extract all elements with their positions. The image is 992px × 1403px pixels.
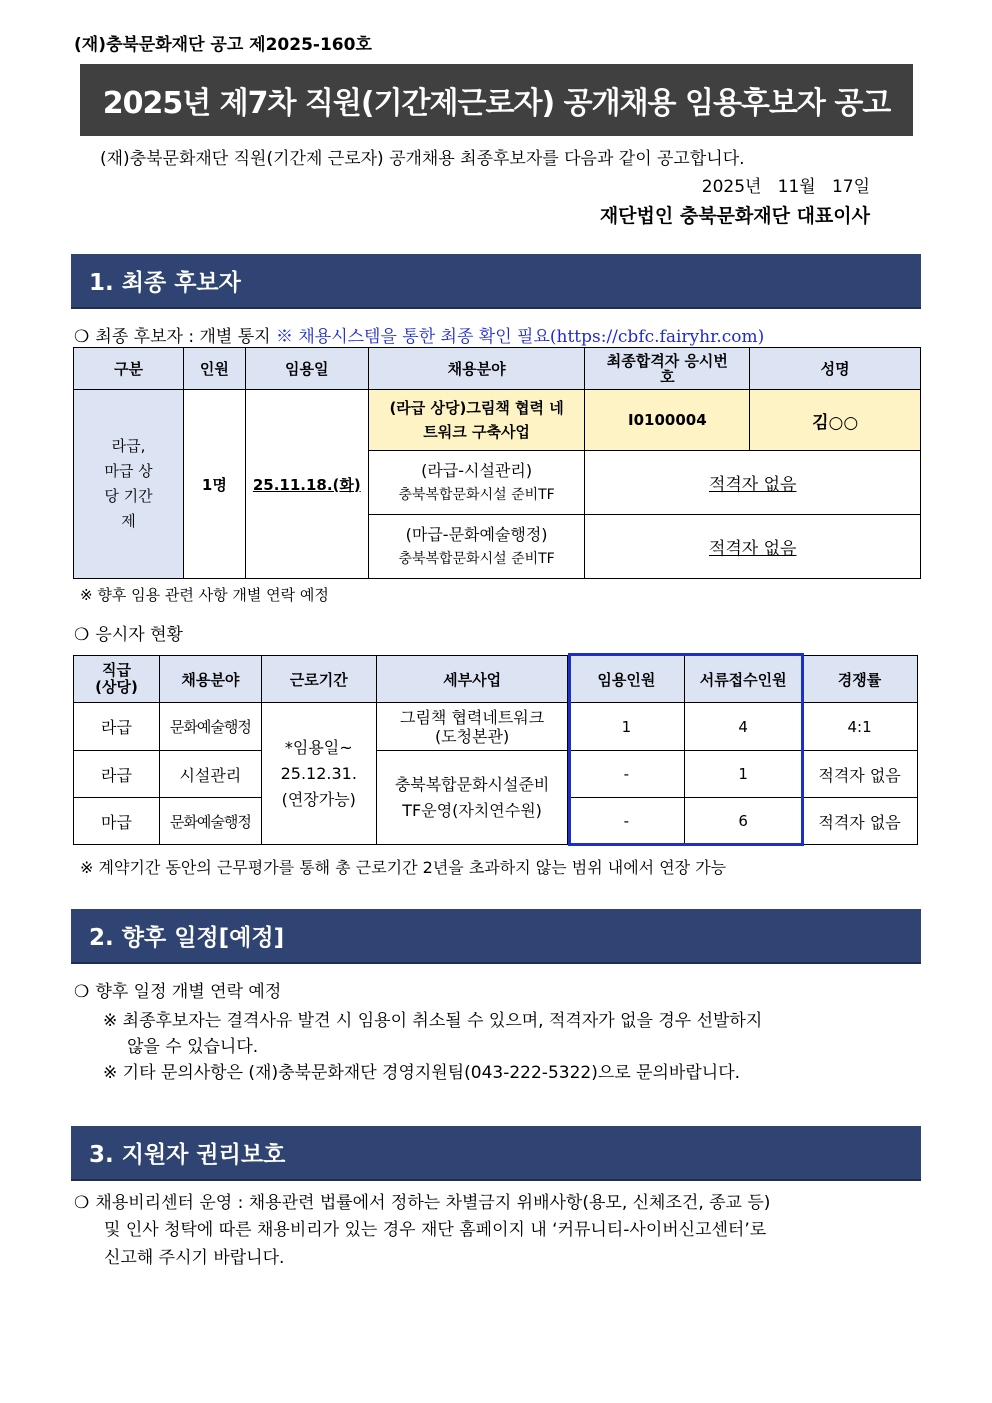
note-cancellation: ※ 최종후보자는 결격사유 발견 시 임용이 취소될 수 있으며, 적격자가 없을 경우 선발하지 xyxy=(103,1011,763,1031)
col-field: 채용분야 xyxy=(159,656,261,703)
start-date-cell: 25.11.18.(화) xyxy=(245,390,368,579)
ratio-cell: 적격자 없음 xyxy=(802,798,918,845)
rights-line-2: 및 인사 청탁에 따른 채용비리가 있는 경우 재단 홈페이지 내 ‘커뮤니티-사이버신고센터’로 xyxy=(104,1220,767,1240)
result-cell: 적격자 없음 xyxy=(585,451,921,515)
applicants-cell: 1 xyxy=(685,751,802,798)
field-cell: 시설관리 xyxy=(159,751,261,798)
hires-cell: 1 xyxy=(568,703,685,751)
section2-notes xyxy=(103,1008,921,1086)
col-hires: 임용인원 xyxy=(568,656,685,703)
rights-line-1: ❍ 채용비리센터 운영 : 채용관련 법률에서 정하는 차별금지 위배사항(용모, 신체조건, 종교 등) xyxy=(74,1190,924,1216)
project-cell: 충북복합문화시설준비 TF운영(자치연수원) xyxy=(376,751,568,845)
exam-no-cell: I0100004 xyxy=(585,390,750,451)
bullet-circle-icon: ❍ xyxy=(74,625,90,645)
page-title: 2025년 제7차 직원(기간제근로자) 공개채용 임용후보자 공고 xyxy=(80,64,913,136)
bullet-text: 향후 일정 개별 연락 예정 xyxy=(95,982,282,1002)
col-category: 구분 xyxy=(74,348,184,390)
count-cell: 1명 xyxy=(183,390,245,579)
grade-cell: 마급 xyxy=(74,798,160,845)
section3-body xyxy=(74,1190,924,1272)
col-project: 세부사업 xyxy=(376,656,568,703)
system-link[interactable]: ※ 채용시스템을 통한 최종 확인 필요(https://cbfc.fairyhr.com) xyxy=(275,327,765,347)
result-cell: 적격자 없음 xyxy=(585,515,921,579)
bullet-circle-icon: ❍ xyxy=(74,327,90,347)
field-cell: (마급-문화예술행정) 충북복합문화시설 준비TF xyxy=(368,515,585,579)
col-ratio: 경쟁률 xyxy=(802,656,918,703)
col-exam-no: 최종합격자 응시번호 xyxy=(585,348,750,390)
applicants-bullet xyxy=(74,620,183,645)
ratio-cell: 적격자 없음 xyxy=(802,751,918,798)
final-candidate-table xyxy=(73,347,921,579)
section1-heading: 1. 최종 후보자 xyxy=(71,254,921,309)
section2-bullet xyxy=(74,977,281,1002)
applicants-table xyxy=(73,655,918,845)
grade-cell: 라급 xyxy=(74,751,160,798)
field-cell: 문화예술행정 xyxy=(159,703,261,751)
rights-line-3: 신고해 주시기 바랍니다. xyxy=(104,1248,285,1268)
col-applicants: 서류접수인원 xyxy=(685,656,802,703)
notice-number: (재)충북문화재단 공고 제2025-160호 xyxy=(74,35,372,55)
issuer: 재단법인 충북문화재단 대표이사 xyxy=(599,205,870,227)
hires-cell: - xyxy=(568,798,685,845)
col-count: 인원 xyxy=(183,348,245,390)
note-cancellation-cont: 않을 수 있습니다. xyxy=(127,1037,259,1057)
intro-text: (재)충북문화재단 직원(기간제 근로자) 공개채용 최종후보자를 다음과 같이 공고합니다. xyxy=(100,149,745,169)
project-cell: 그림책 협력네트워크 (도청본관) xyxy=(376,703,568,751)
note-extension: ※ 계약기간 동안의 근무평가를 통해 총 근로기간 2년을 초과하지 않는 범위 내에서 연장 가능 xyxy=(80,858,727,877)
notice-date: 2025년 11월 17일 xyxy=(701,177,870,197)
section1-bullet xyxy=(74,322,764,347)
field-cell: 문화예술행정 xyxy=(159,798,261,845)
bullet-text: 최종 후보자 : 개별 통지 xyxy=(95,327,271,347)
col-period: 근로기간 xyxy=(261,656,376,703)
col-name: 성명 xyxy=(750,348,921,390)
applicants-heading: 응시자 현황 xyxy=(95,625,183,645)
applicants-cell: 6 xyxy=(685,798,802,845)
candidate-name-cell: 김○○ xyxy=(750,390,921,451)
field-cell: (라급 상당)그림책 협력 네트워크 구축사업 xyxy=(368,390,585,451)
field-cell: (라급-시설관리) 충북복합문화시설 준비TF xyxy=(368,451,585,515)
bullet-circle-icon: ❍ xyxy=(74,982,90,1002)
col-start-date: 임용일 xyxy=(245,348,368,390)
note-contact: ※ 향후 임용 관련 사항 개별 연락 예정 xyxy=(80,586,329,604)
applicants-cell: 4 xyxy=(685,703,802,751)
grade-cell: 라급 xyxy=(74,703,160,751)
note-inquiry: ※ 기타 문의사항은 (재)충북문화재단 경영지원팀(043-222-5322)으로 문의바랍니다. xyxy=(103,1063,741,1083)
section2-heading: 2. 향후 일정[예정] xyxy=(71,909,921,964)
hires-cell: - xyxy=(568,751,685,798)
ratio-cell: 4:1 xyxy=(802,703,918,751)
period-cell: *임용일~ 25.12.31. (연장가능) xyxy=(261,703,376,845)
bullet-circle-icon: ❍ xyxy=(74,1193,90,1213)
col-field: 채용분야 xyxy=(368,348,585,390)
col-grade: 직급 (상당) xyxy=(74,656,160,703)
section3-heading: 3. 지원자 권리보호 xyxy=(71,1126,921,1181)
category-cell: 라급, 마급 상당 기간제 xyxy=(74,390,184,579)
